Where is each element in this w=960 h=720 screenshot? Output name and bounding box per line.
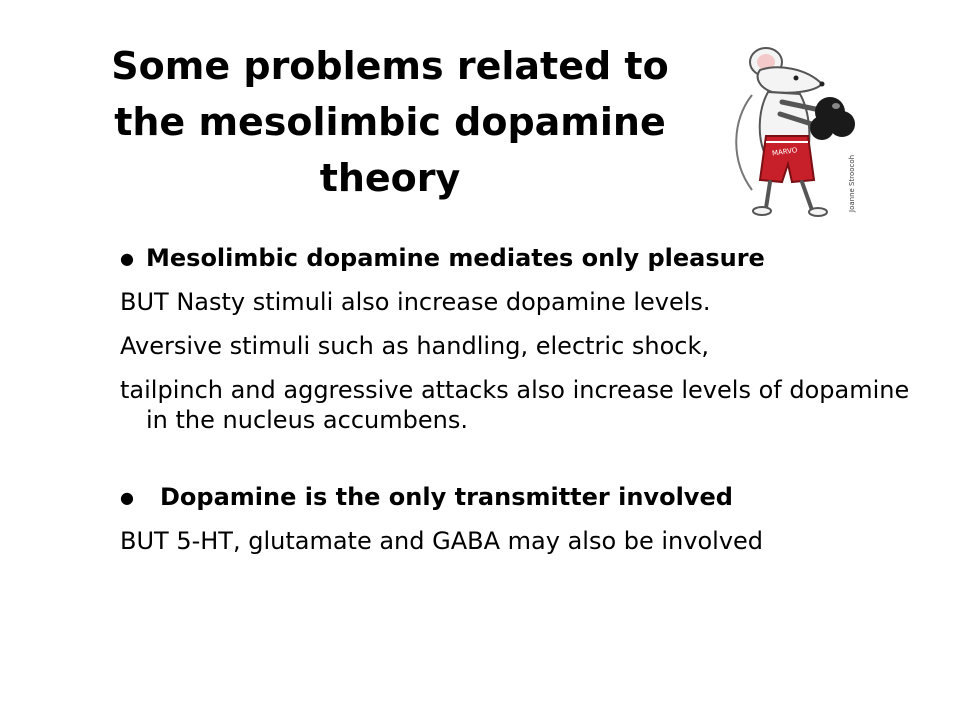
mouse-nose <box>820 82 825 87</box>
bullet-heading <box>120 236 920 280</box>
bullet-heading-text: Mesolimbic dopamine mediates only pleasure <box>146 244 765 272</box>
boxing-mouse-icon <box>722 40 882 225</box>
mouse-tail <box>736 95 752 190</box>
body-text-line: BUT Nasty stimuli also increase dopamine levels. <box>120 288 711 316</box>
mouse-head <box>758 67 822 92</box>
shorts-label: MARVO <box>771 146 798 158</box>
title-line: Some problems related to <box>111 44 669 88</box>
mouse-foot <box>753 207 771 215</box>
body-text-line: Aversive stimuli such as handling, electric shock, <box>120 332 710 360</box>
mouse-leg <box>766 182 770 208</box>
body-text-line: tailpinch and aggressive attacks also increase levels of dopamine in the nucleus accumbens. <box>120 376 910 434</box>
body-text-line: BUT 5-HT, glutamate and GABA may also be involved <box>120 527 764 555</box>
bullet-heading <box>120 475 920 519</box>
bullet-heading-text: Dopamine is the only transmitter involved <box>160 483 733 511</box>
bullet-dot-icon: ● <box>120 249 134 268</box>
mouse-foot <box>809 208 827 216</box>
title-line: theory <box>319 156 461 200</box>
slide-content <box>120 236 920 563</box>
mouse-leg <box>802 182 812 210</box>
title-line: the mesolimbic dopamine <box>114 100 666 144</box>
artist-signature: Joanne Stroocoh <box>848 154 856 212</box>
bullet-dot-icon: ● <box>120 488 134 507</box>
glove-highlight <box>832 103 840 109</box>
slide-title <box>70 38 710 206</box>
boxing-glove <box>810 116 834 140</box>
mouse-eye <box>794 76 799 81</box>
